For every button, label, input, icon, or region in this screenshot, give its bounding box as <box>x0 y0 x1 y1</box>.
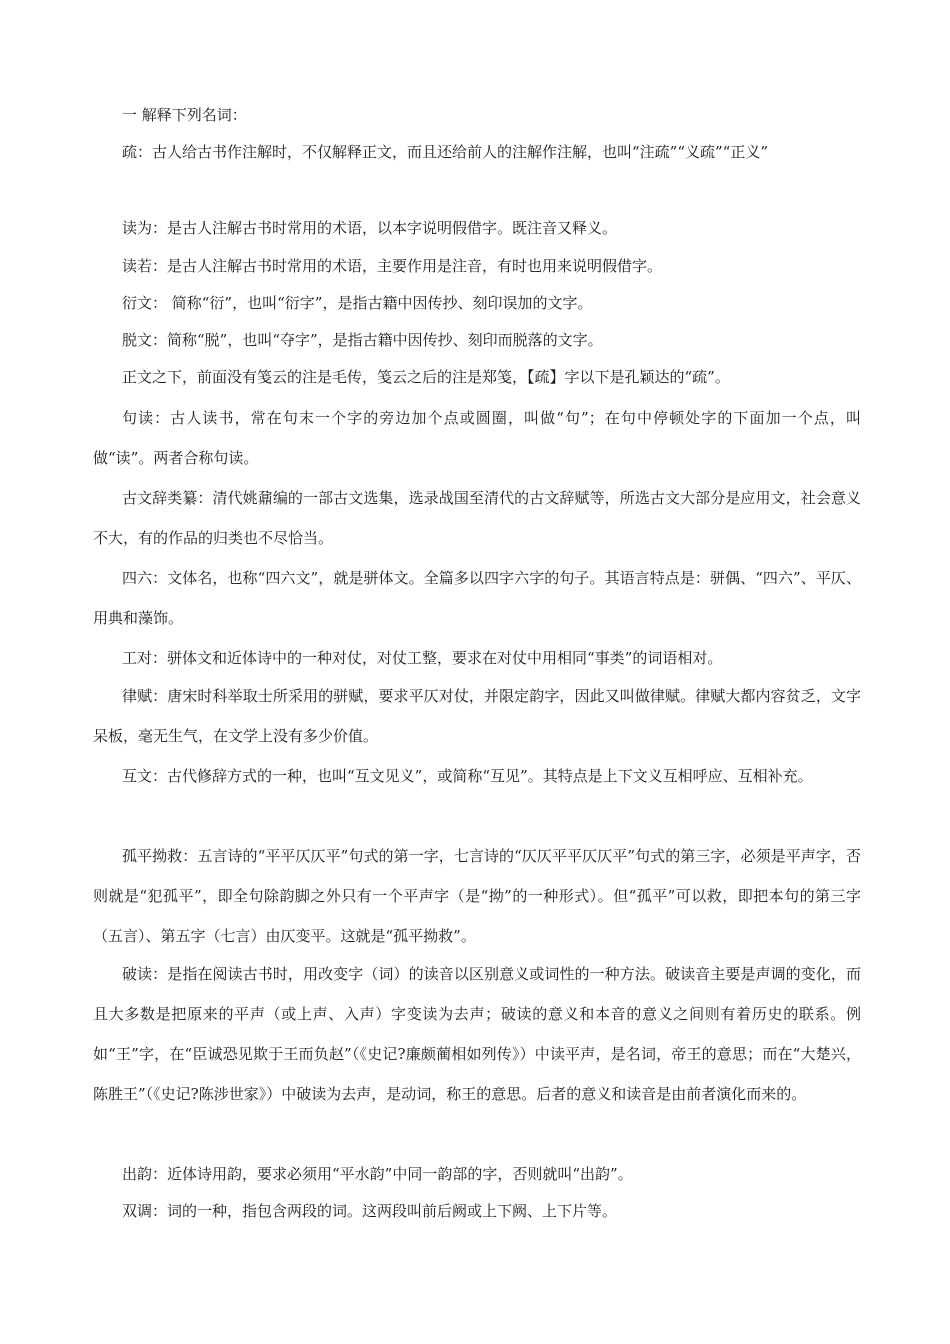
term-paragraph: 工对：骈体文和近体诗中的一种对仗，对仗工整，要求在对仗中用相同“事类”的词语相对。 <box>122 649 723 667</box>
term-paragraph: 破读：是指在阅读古书时，用改变字（词）的读音以区别意义或词性的一种方法。破读音主要是声调的变化，而且大多数是把原来的平声（或上声、入声）字变读为去声；破读的意义和本音的意义之间则有着历史的联系。例如“王”字，在“臣诚恐见欺于王而负赵”（《史记?廉颇蔺相如列传》）中读平声，是名词，帝王的意思；而在“大楚兴，陈胜王”（《史记?陈涉世家》）中破读为去声，是动词，称王的意思。后者的意义和读音是由前者演化而来的。 <box>93 965 861 1103</box>
term-paragraph: 衍文： 简称“衍”，也叫“衍字”，是指古籍中因传抄、刻印误加的文字。 <box>122 294 593 312</box>
term-paragraph: 正文之下，前面没有笺云的注是毛传，笺云之后的注是郑笺，【疏】字以下是孔颖达的“疏”。 <box>122 368 730 386</box>
term-paragraph: 律赋：唐宋时科举取士所采用的骈赋，要求平仄对仗，并限定韵字，因此又叫做律赋。律赋大都内容贫乏，文字呆板，毫无生气，在文学上没有多少价值。 <box>93 687 861 745</box>
term-paragraph: 出韵：近体诗用韵，要求必须用“平水韵”中同一韵部的字，否则就叫“出韵”。 <box>122 1165 633 1183</box>
term-paragraph: 孤平拗救：五言诗的“平平仄仄平”句式的第一字，七言诗的“仄仄平平仄仄平”句式的第三字，必须是平声字，否则就是“犯孤平”，即全句除韵脚之外只有一个平声字（是“拗”的一种形式）。但“孤平”可以救，即把本句的第三字（五言）、第五字（七言）由仄变平。这就是“孤平拗救”。 <box>93 847 861 945</box>
term-paragraph: 疏：古人给古书作注解时，不仅解释正文，而且还给前人的注解作注解，也叫“注疏”“义疏”“正义” <box>122 143 769 161</box>
term-paragraph: 句读：古人读书，常在句末一个字的旁边加个点或圆圈，叫做“句”；在句中停顿处字的下面加一个点，叫做“读”。两者合称句读。 <box>93 409 861 467</box>
term-paragraph: 四六：文体名，也称“四六文”，就是骈体文。全篇多以四字六字的句子。其语言特点是：骈偶、“四六”、平仄、用典和藻饰。 <box>93 569 861 627</box>
term-paragraph: 古文辞类纂：清代姚鼐编的一部古文选集，选录战国至清代的古文辞赋等，所选古文大部分是应用文，社会意义不大，有的作品的归类也不尽恰当。 <box>93 489 861 547</box>
term-paragraph: 脱文：简称“脱”，也叫“夺字”，是指古籍中因传抄、刻印而脱落的文字。 <box>122 331 603 349</box>
section-heading: 一 解释下列名词： <box>122 106 247 124</box>
term-paragraph: 互文：古代修辞方式的一种，也叫“互文见义”，或简称“互见”。其特点是上下文义互相呼应、互相补充。 <box>122 767 813 785</box>
term-paragraph: 读若：是古人注解古书时常用的术语，主要作用是注音，有时也用来说明假借字。 <box>122 257 663 275</box>
term-paragraph: 读为：是古人注解古书时常用的术语，以本字说明假借字。既注音又释义。 <box>122 219 618 237</box>
term-paragraph: 双调：词的一种，指包含两段的词。这两段叫前后阙或上下阙、上下片等。 <box>122 1202 618 1220</box>
